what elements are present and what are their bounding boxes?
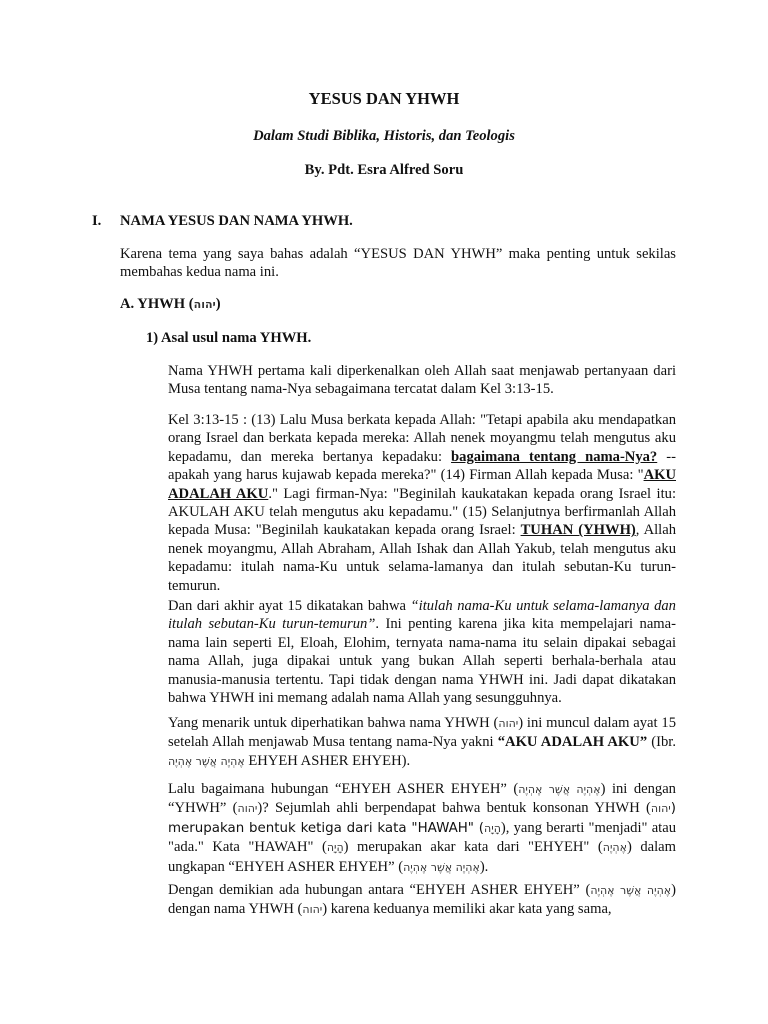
paragraph-text: (Ibr.	[647, 734, 676, 751]
paragraph-name-origin: Nama YHWH pertama kali diperkenalkan oleh Allah saat menjawab pertanyaan dari Musa tentang nama-Nya sebagaimana tercatat dalam Kel 3:13-15.	[168, 363, 676, 398]
paragraph-exodus-quote	[168, 411, 676, 595]
paragraph-text: ), yang berarti "menjadi" atau "ada." Kata "HAWAH" (	[168, 819, 677, 856]
document-title: YESUS DAN YHWH	[308, 89, 460, 108]
paragraph-text: Dan dari akhir ayat 15 dikatakan bahwa	[168, 598, 411, 614]
quote-text: -- apakah yang harus kujawab kepada mereka?" (14) Firman Allah kepada Musa: "	[168, 448, 676, 484]
paragraph-text: ) dengan nama YHWH (	[168, 882, 676, 918]
hebrew-hawah: הָיָה	[326, 841, 344, 855]
bold-phrase: “AKU ADALAH AKU”	[497, 734, 648, 751]
paragraph-text: ) ini dengan “YHWH” (	[168, 781, 676, 817]
quote-emphasis: TUHAN (YHWH)	[520, 522, 636, 539]
paragraph-text: ) dalam ungkapan “EHYEH ASHER EHYEH” (	[168, 839, 676, 875]
subsection-heading-1: 1) Asal usul nama YHWH.	[146, 330, 312, 346]
hebrew-ehyeh: אֶהְיֶה	[602, 841, 627, 855]
hebrew-ehyeh-asher-ehyeh: אֶהְיֶה אֲשֶׁר אֶהְיֶה	[403, 860, 480, 874]
paragraph-text: ).	[479, 858, 489, 875]
paragraph-text: )? Sejumlah ahli berpendapat bahwa bentuk konsonan YHWH (	[257, 800, 651, 817]
hebrew-hawah: הָיָה	[484, 821, 501, 835]
document-subtitle: Dalam Studi Biblika, Historis, dan Teologis	[253, 128, 515, 144]
hebrew-yhwh: יהוה	[498, 717, 519, 730]
section-title: NAMA YESUS DAN NAMA YHWH.	[120, 213, 353, 229]
paragraph-conclusion	[168, 881, 676, 920]
section-heading-1	[92, 212, 353, 230]
intro-paragraph: Karena tema yang saya bahas adalah “YESUS DAN YHWH” maka penting untuk sekilas membahas kedua nama ini.	[120, 246, 676, 281]
hebrew-yhwh: יהוה	[193, 298, 216, 311]
document-author: By. Pdt. Esra Alfred Soru	[304, 162, 464, 178]
subsection-close: )	[215, 296, 221, 312]
hebrew-yhwh: יהוה	[302, 903, 323, 917]
hebrew-yhwh: יהוה	[237, 802, 258, 816]
quote-text: Kel 3:13-15 : (13) Lalu Musa berkata kepada Allah: "Tetapi apabila aku mendapatkan orang Israel dan berkata kepada mereka: Allah nenek moyangmu telah mengutus aku kepadamu, dan mereka bertanya kepadaku:	[168, 412, 676, 465]
quote-emphasis: AKU ADALAH AKU	[168, 467, 676, 502]
paragraph-text: ) merupakan bentuk ketiga dari kata "HAWAH" (	[168, 801, 676, 836]
paragraph-text: ) karena keduanya memiliki akar kata yang sama,	[322, 901, 612, 918]
hebrew-ehyeh-asher-ehyeh: אֶהְיֶה אֲשֶׁר אֶהְיֶה	[168, 754, 245, 768]
paragraph-text: EHYEH ASHER EHYEH).	[244, 752, 411, 769]
hebrew-ehyeh-asher-ehyeh: אֶהְיֶה אֲשֶׁר אֶהְיֶה	[590, 884, 672, 897]
subsection-label: A. YHWH (	[120, 296, 194, 312]
paragraph-hawah	[168, 780, 676, 877]
hebrew-yhwh: יהוה	[650, 802, 671, 816]
quote-text: , Allah nenek moyangmu, Allah Abraham, Allah Ishak dan Allah Yakub, telah mengutus aku kepadamu: itulah nama-Ku untuk selama-lamanya dan itulah sebutan-Ku turun-temurun.	[168, 522, 676, 594]
paragraph-text: Lalu bagaimana hubungan “EHYEH ASHER EHYEH” (	[168, 781, 519, 797]
paragraph-verse-15	[168, 597, 676, 707]
paragraph-text: ) ini muncul dalam ayat 15 setelah Allah menjawab Musa tentang nama-Nya yakni	[168, 715, 676, 751]
subsection-heading-a	[120, 295, 221, 314]
italic-quote: “itulah nama-Ku untuk selama-lamanya dan itulah sebutan-Ku turun-temurun”	[168, 598, 676, 633]
quote-text: ." Lagi firman-Nya: "Beginilah kaukatakan kepada orang Israel itu: AKULAH AKU telah mengutus aku kepadamu." (15) Selanjutnya berfirmanlah Allah kepada Musa: "Beginilah kaukatakan kepada orang Israel:	[168, 485, 677, 539]
section-number: I.	[92, 213, 102, 229]
quote-emphasis: bagaimana tentang nama-Nya?	[451, 448, 658, 465]
paragraph-text: ) merupakan akar kata dari "EHYEH" (	[343, 839, 603, 856]
paragraph-ehyeh	[168, 714, 676, 771]
paragraph-text: . Ini penting karena jika kita mempelajari nama-nama lain seperti El, Eloah, Elohim, ternyata nama-nama itu selain dipakai sebagai nama Allah, juga dipakai untuk yang bukan Allah seperti berhala-berhala atau manusia-manusia tertentu. Tapi tidak dengan nama YHWH ini. Jadi dapat dikatakan bahwa YHWH ini memang adalah nama Allah yang sesungguhnya.	[168, 616, 676, 707]
paragraph-text: Yang menarik untuk diperhatikan bahwa nama YHWH (	[168, 715, 499, 731]
paragraph-text: Dengan demikian ada hubungan antara “EHYEH ASHER EHYEH” (	[168, 882, 591, 898]
hebrew-ehyeh-asher-ehyeh: אֶהְיֶה אֲשֶׁר אֶהְיֶה	[518, 783, 601, 796]
